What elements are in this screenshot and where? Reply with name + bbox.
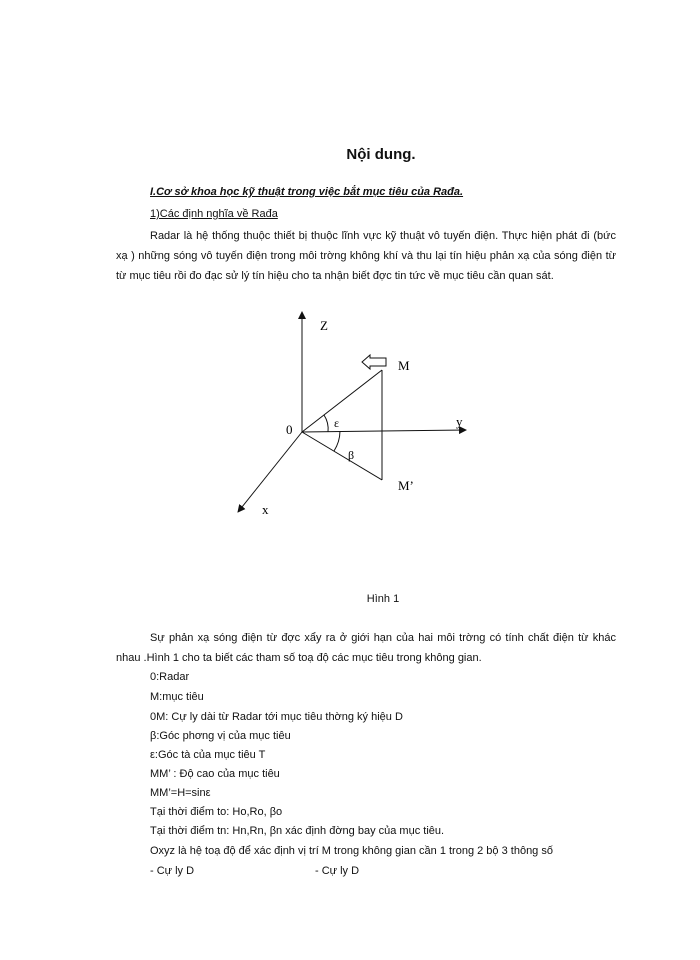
label-m-prime: M’ — [398, 478, 414, 493]
list-item: 0M: Cự ly dài từ Radar tới mục tiêu thờng ký hiệu D — [150, 711, 403, 723]
list-item: MM’=H=sinε — [150, 787, 211, 799]
list-item-left: - Cự ly D — [150, 865, 195, 877]
list-item: ε:Góc tà của mục tiêu T — [150, 749, 266, 761]
target-arrow-icon — [362, 355, 386, 369]
list-item: Tại thời điểm to: Ho,Ro, βo — [150, 806, 283, 818]
line-om-prime — [302, 432, 382, 480]
paragraph-radar-definition — [116, 226, 616, 286]
epsilon-arc — [324, 415, 328, 432]
label-y: y — [456, 414, 463, 429]
paragraph-reflection-text: Sự phản xạ sóng điện từ đợc xẩy ra ở giới hạn của hai môi trờng có tính chất điện từ khác nhau .Hình 1 cho ta biết các tham số toạ độ các mục tiêu trong không gian. — [116, 632, 616, 664]
list-item: Oxyz là hệ toạ độ để xác định vị trí M trong không gian cần 1 trong 2 bộ 3 thông số — [150, 845, 553, 857]
list-item-right: - Cự ly D — [315, 865, 360, 877]
label-o: 0 — [286, 422, 293, 437]
line-om — [302, 370, 382, 432]
list-item: β:Góc phơng vị của mục tiêu — [150, 730, 291, 742]
coordinate-diagram — [220, 300, 480, 530]
subsection-heading: 1)Các định nghĩa về Rađa — [150, 208, 278, 220]
beta-arc — [334, 431, 340, 451]
section-heading: I.Cơ sở khoa học kỹ thuật trong việc bắt mục tiêu của Rađa. — [150, 186, 464, 198]
list-item: 0:Radar — [150, 671, 190, 683]
list-item: MM’ : Độ cao của mục tiêu — [150, 768, 280, 780]
list-item: Tại thời điểm tn: Hn,Rn, βn xác định đờng bay của mục tiêu. — [150, 825, 445, 837]
paragraph-reflection — [116, 628, 616, 668]
label-m: M — [398, 358, 410, 373]
y-axis — [302, 430, 466, 432]
label-z: Z — [320, 318, 328, 333]
list-item: M:mục tiêu — [150, 691, 204, 703]
figure-caption: Hình 1 — [366, 593, 400, 605]
label-x: x — [262, 502, 269, 517]
label-beta: β — [348, 448, 355, 462]
page-title: Nội dung. — [346, 146, 416, 163]
paragraph-radar-definition-text: Radar là hệ thống thuộc thiết bị thuộc lĩnh vực kỹ thuật vô tuyến điện. Thực hiện phát đi (bức xạ ) những sóng vô tuyến điện trong môi trờng không khí và thu lại tín hiệu phản xạ của sóng điện từ từ mục tiêu rồi đo đạc sử lý tín hiệu cho ta nhận biết đợc tin tức về mục tiêu cần quan sát. — [116, 230, 616, 282]
label-epsilon: ε — [334, 416, 340, 430]
x-axis — [238, 432, 302, 512]
